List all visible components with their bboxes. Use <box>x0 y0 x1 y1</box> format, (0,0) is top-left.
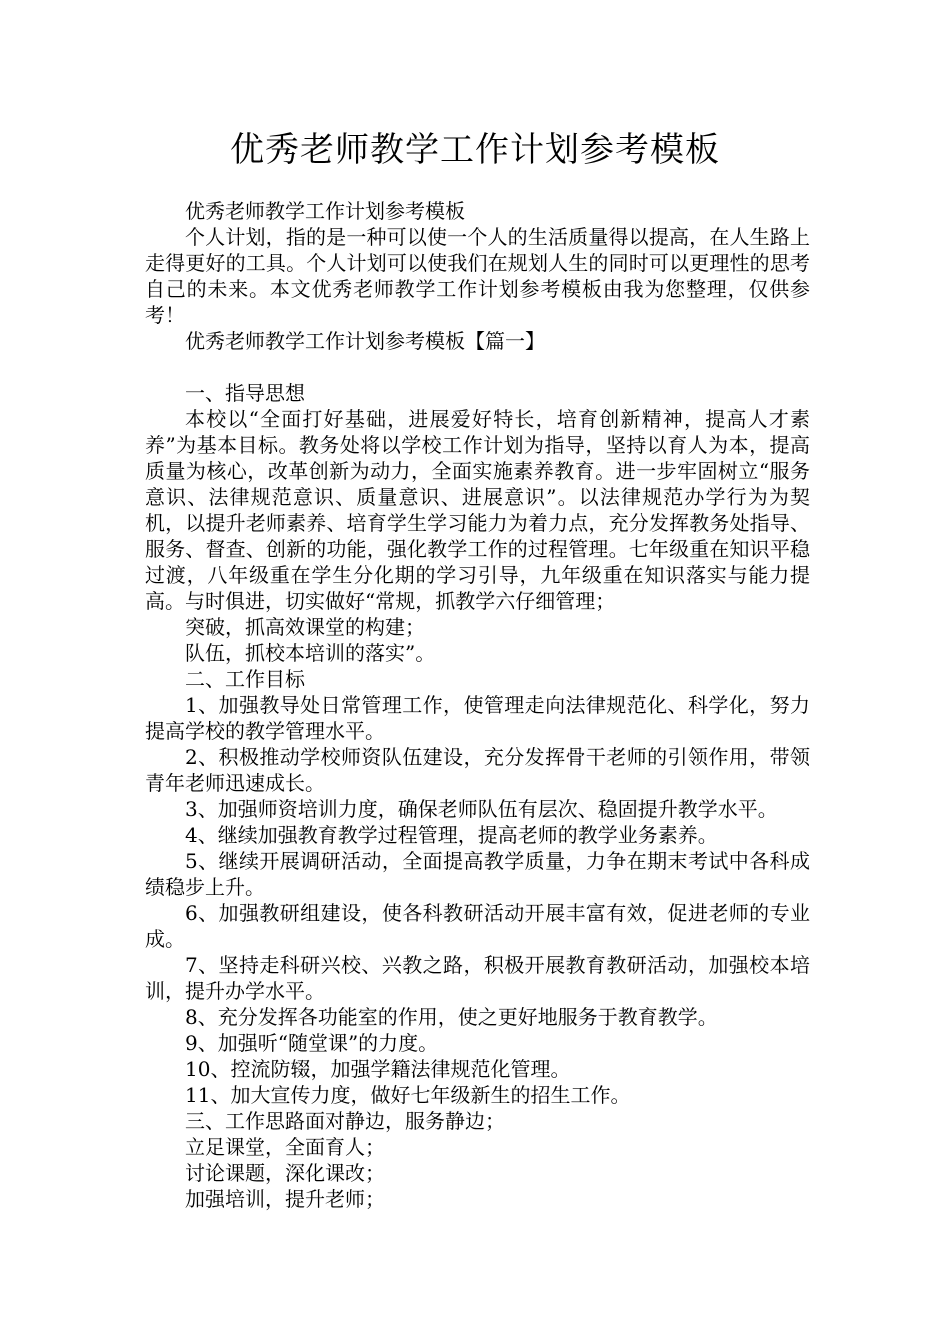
list-item: 1、加强教导处日常管理工作，使管理走向法律规范化、科学化，努力提高学校的教学管理水平。 <box>145 693 810 743</box>
paragraph: 队伍，抓校本培训的落实”。 <box>185 641 436 665</box>
section-heading: 二、工作目标 <box>185 667 305 691</box>
paragraph: 优秀老师教学工作计划参考模板 <box>185 199 465 223</box>
document-title: 优秀老师教学工作计划参考模板 <box>230 130 720 170</box>
list-item: 7、坚持走科研兴校、兴教之路，积极开展教育教研活动，加强校本培训，提升办学水平。 <box>145 953 810 1003</box>
document-body <box>145 198 810 1212</box>
blank-line <box>145 354 810 380</box>
list-item: 10、控流防辍，加强学籍法律规范化管理。 <box>185 1057 571 1081</box>
list-item: 11、加大宣传力度，做好七年级新生的招生工作。 <box>185 1083 631 1107</box>
paragraph: 加强培训，提升老师； <box>185 1187 385 1211</box>
paragraph: 个人计划，指的是一种可以使一个人的生活质量得以提高，在人生路上走得更好的工具。个人计划可以使我们在规划人生的同时可以更理性的思考自己的未来。本文优秀老师教学工作计划参考模板由我为您整理，仅供参考！ <box>145 225 810 327</box>
paragraph: 优秀老师教学工作计划参考模板【篇一】 <box>185 329 545 353</box>
list-item: 3、加强师资培训力度，确保老师队伍有层次、稳固提升教学水平。 <box>185 797 778 821</box>
list-item: 2、积极推动学校师资队伍建设，充分发挥骨干老师的引领作用，带领青年老师迅速成长。 <box>145 745 810 795</box>
paragraph: 立足课堂，全面育人； <box>185 1135 385 1159</box>
paragraph: 本校以“全面打好基础，进展爱好特长，培育创新精神，提高人才素养”为基本目标。教务处将以学校工作计划为指导，坚持以育人为本，提高质量为核心，改革创新为动力，全面实施素养教育。进一步牢固树立“服务意识、法律规范意识、质量意识、进展意识”。以法律规范办学行为为契机，以提升老师素养、培育学生学习能力为着力点，充分发挥教务处指导、服务、督查、创新的功能，强化教学工作的过程管理。七年级重在知识平稳过渡，八年级重在学生分化期的学习引导，九年级重在知识落实与能力提高。与时俱进，切实做好“常规，抓教学六仔细管理； <box>145 407 810 613</box>
paragraph: 突破，抓高效课堂的构建； <box>185 615 425 639</box>
section-heading: 三、工作思路面对静边，服务静边； <box>185 1109 505 1133</box>
list-item: 8、充分发挥各功能室的作用，使之更好地服务于教育教学。 <box>185 1005 718 1029</box>
list-item: 6、加强教研组建设，使各科教研活动开展丰富有效，促进老师的专业成。 <box>145 901 810 951</box>
section-heading: 一、指导思想 <box>185 381 305 405</box>
list-item: 4、继续加强教育教学过程管理，提高老师的教学业务素养。 <box>185 823 718 847</box>
paragraph: 讨论课题，深化课改； <box>185 1161 385 1185</box>
list-item: 5、继续开展调研活动，全面提高教学质量，力争在期末考试中各科成绩稳步上升。 <box>145 849 810 899</box>
list-item: 9、加强听“随堂课”的力度。 <box>185 1031 439 1055</box>
